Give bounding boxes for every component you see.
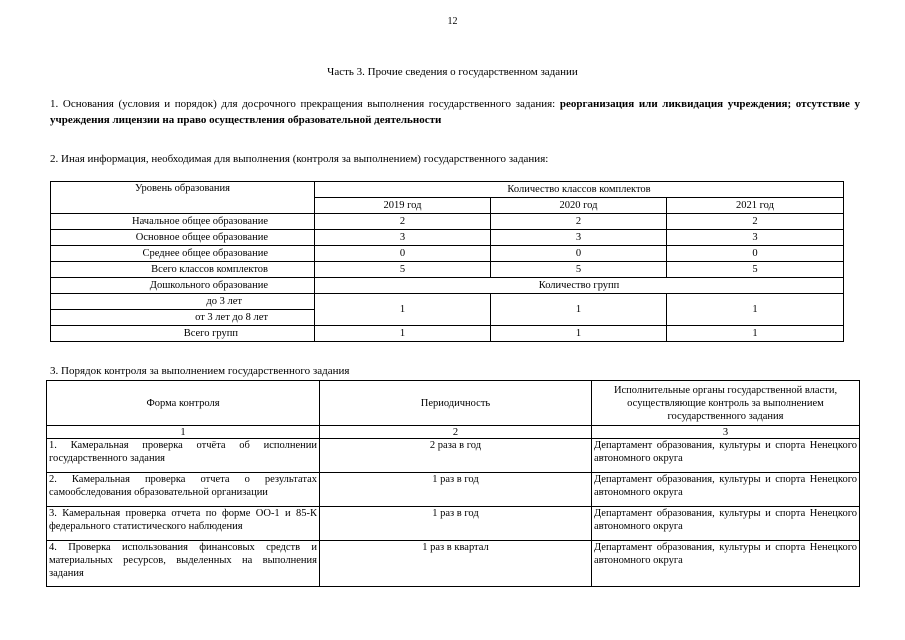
row-label: Начальное общее образование (51, 214, 315, 230)
cell-period: 1 раз в год (320, 473, 592, 507)
cell-period: 2 раза в год (320, 439, 592, 473)
table-row (47, 439, 860, 473)
table-row (51, 214, 844, 230)
cell-value: 1 (667, 294, 844, 326)
section-1-text (50, 96, 860, 128)
cell-value: 1 (491, 326, 667, 342)
row-label: Всего групп (51, 326, 315, 342)
cell-value: 2 (667, 214, 844, 230)
cell-org: Департамент образования, культуры и спорта Ненецкого автономного округа (592, 439, 860, 473)
cell-value: 3 (315, 230, 491, 246)
row-label: Среднее общее образование (51, 246, 315, 262)
section-2-heading: 2. Иная информация, необходимая для выполнения (контроля за выполнением) государственного задания: (50, 153, 549, 165)
cell-org: Департамент образования, культуры и спорта Ненецкого автономного округа (592, 473, 860, 507)
header-period: Периодичность (320, 381, 592, 426)
control-table (46, 380, 860, 587)
cell-value: 1 (667, 326, 844, 342)
row-label: Всего классов комплектов (51, 262, 315, 278)
row-label: Дошкольного образование (51, 278, 315, 294)
header-org: Исполнительные органы государственной власти, осуществляющие контроль за выполнением государственного задания (592, 381, 860, 426)
cell-form: 3. Камеральная проверка отчета по форме ОО-1 и 85-К федерального статистического наблюдения (47, 507, 320, 541)
table-row (51, 294, 844, 326)
cell-value: 2 (491, 214, 667, 230)
cell-value: 1 (315, 294, 491, 326)
cell-value: 1 (315, 326, 491, 342)
header-level: Уровень образования (51, 182, 315, 214)
age-3-to-8: от 3 лет до 8 лет (195, 312, 268, 323)
table-row (47, 541, 860, 587)
cell-value: 5 (667, 262, 844, 278)
row-label: Основное общее образование (51, 230, 315, 246)
header-year: 2019 год (315, 198, 491, 214)
part-title: Часть 3. Прочие сведения о государственном задании (327, 66, 578, 78)
cell-form: 2. Камеральная проверка отчета о результатах самообследования образовательной организации (47, 473, 320, 507)
column-index: 3 (592, 426, 860, 439)
cell-org: Департамент образования, культуры и спорта Ненецкого автономного округа (592, 507, 860, 541)
cell-form: 1. Камеральная проверка отчёта об исполнении государственного задания (47, 439, 320, 473)
table-row (51, 246, 844, 262)
header-form: Форма контроля (47, 381, 320, 426)
cell-value: 3 (667, 230, 844, 246)
cell-value: 1 (491, 294, 667, 326)
page-number: 12 (447, 16, 458, 27)
table-row (47, 381, 860, 426)
cell-form: 4. Проверка использования финансовых средств и материальных ресурсов, выделенных на выполнения задания (47, 541, 320, 587)
age-under-3: до 3 лет (51, 294, 314, 310)
table-row (51, 262, 844, 278)
age-cell (51, 294, 315, 326)
classes-table (50, 181, 844, 342)
cell-org: Департамент образования, культуры и спорта Ненецкого автономного округа (592, 541, 860, 587)
cell-period: 1 раз в квартал (320, 541, 592, 587)
section-1-bold: реорганизация или ликвидация учреждения; отсутствие у учреждения лицензии на право осуществления образовательной деятельности (50, 98, 861, 126)
cell-value: 3 (491, 230, 667, 246)
cell-value: 0 (315, 246, 491, 262)
header-class-count: Количество классов комплектов (315, 182, 844, 198)
section-1-lead: 1. Основания (условия и порядок) для досрочного прекращения выполнения государственного задания: (50, 98, 560, 110)
table-row (47, 426, 860, 439)
header-year: 2020 год (491, 198, 667, 214)
column-index: 1 (47, 426, 320, 439)
header-group-count: Количество групп (315, 278, 844, 294)
cell-value: 2 (315, 214, 491, 230)
cell-value: 5 (491, 262, 667, 278)
section-3-heading: 3. Порядок контроля за выполнением государственного задания (50, 365, 350, 377)
table-row (51, 230, 844, 246)
cell-period: 1 раз в год (320, 507, 592, 541)
column-index: 2 (320, 426, 592, 439)
table-row (47, 507, 860, 541)
cell-value: 0 (667, 246, 844, 262)
header-year: 2021 год (667, 198, 844, 214)
table-row (51, 182, 844, 198)
table-row (51, 278, 844, 294)
table-row (51, 326, 844, 342)
cell-value: 5 (315, 262, 491, 278)
table-row (47, 473, 860, 507)
cell-value: 0 (491, 246, 667, 262)
